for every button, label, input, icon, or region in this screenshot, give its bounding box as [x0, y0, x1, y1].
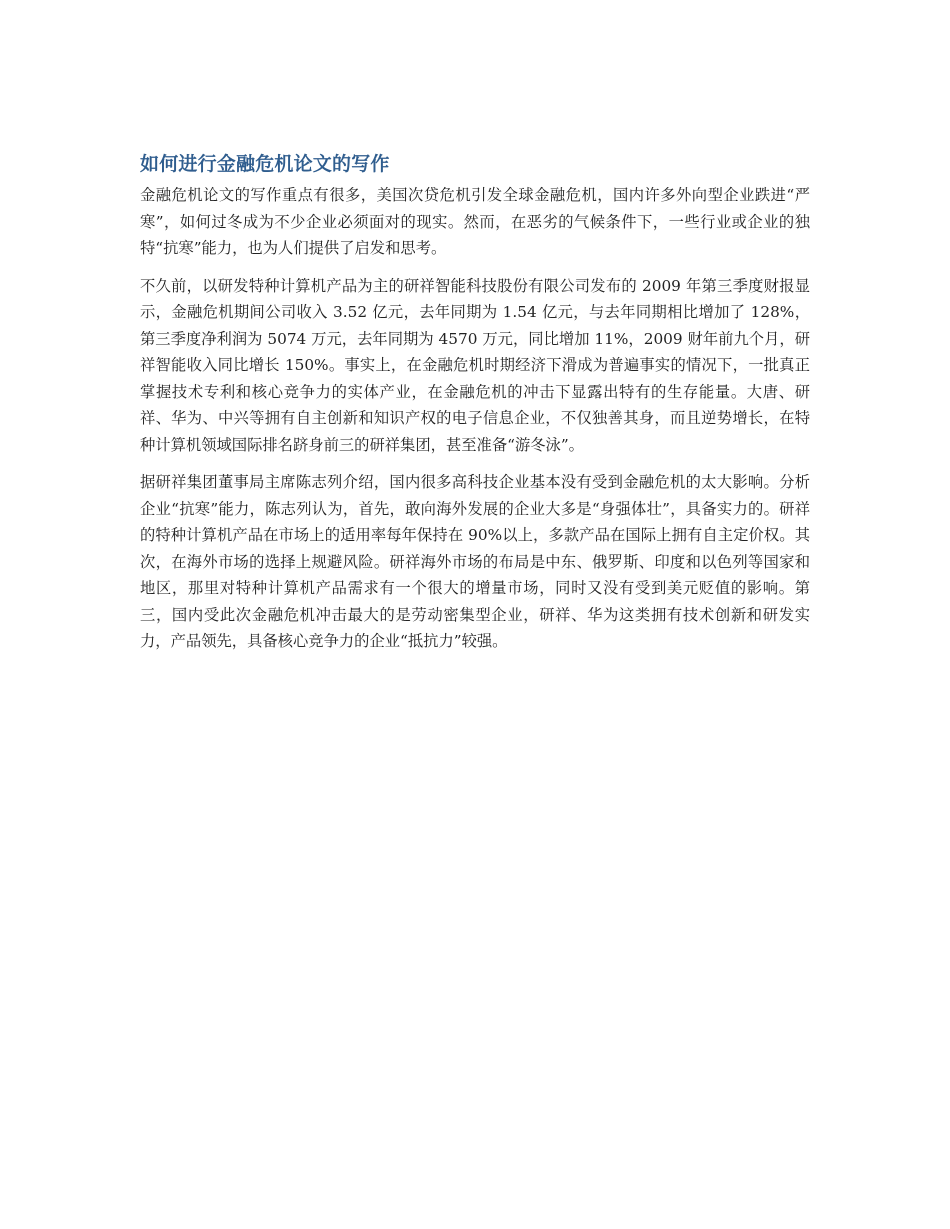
paragraph: 金融危机论文的写作重点有很多，美国次贷危机引发全球金融危机，国内许多外向型企业跌进“严寒”，如何过冬成为不少企业必须面对的现实。然而，在恶劣的气候条件下，一些行业或企业的独特“抗寒”能力，也为人们提供了启发和思考。: [140, 186, 810, 257]
paragraph: 据研祥集团董事局主席陈志列介绍，国内很多高科技企业基本没有受到金融危机的太大影响。分析企业“抗寒”能力，陈志列认为，首先，敢向海外发展的企业大多是“身强体壮”，具备实力的。研祥的特种计算机产品在市场上的适用率每年保持在 90%以上，多款产品在国际上拥有自主定价权。其次，在海外市场的选择上规避风险。研祥海外市场的布局是中东、俄罗斯、印度和以色列等国家和地区，那里对特种计算机产品需求有一个很大的增量市场，同时又没有受到美元贬值的影响。第三，国内受此次金融危机冲击最大的是劳动密集型企业，研祥、华为这类拥有技术创新和研发实力，产品领先，具备核心竞争力的企业“抵抗力”较强。: [140, 473, 810, 650]
paragraph: 不久前，以研发特种计算机产品为主的研祥智能科技股份有限公司发布的 2009 年第三季度财报显示，金融危机期间公司收入 3.52 亿元，去年同期为 1.54 亿元，与去年同期相比增加了 128%，第三季度净利润为 5074 万元，去年同期为 4570 万元，同比增加 11%，2009 财年前九个月，研祥智能收入同比增长 150%。事实上，在金融危机时期经济下滑成为普遍事实的情况下，一批真正掌握技术专利和核心竞争力的实体产业，在金融危机的冲击下显露出特有的生存能量。大唐、研祥、华为、中兴等拥有自主创新和知识产权的电子信息企业，不仅独善其身，而且逆势增长，在特种计算机领域国际排名跻身前三的研祥集团，甚至准备“游冬泳”。: [140, 276, 810, 454]
document-title: 如何进行金融危机论文的写作: [140, 153, 390, 175]
document-body: [140, 150, 810, 666]
